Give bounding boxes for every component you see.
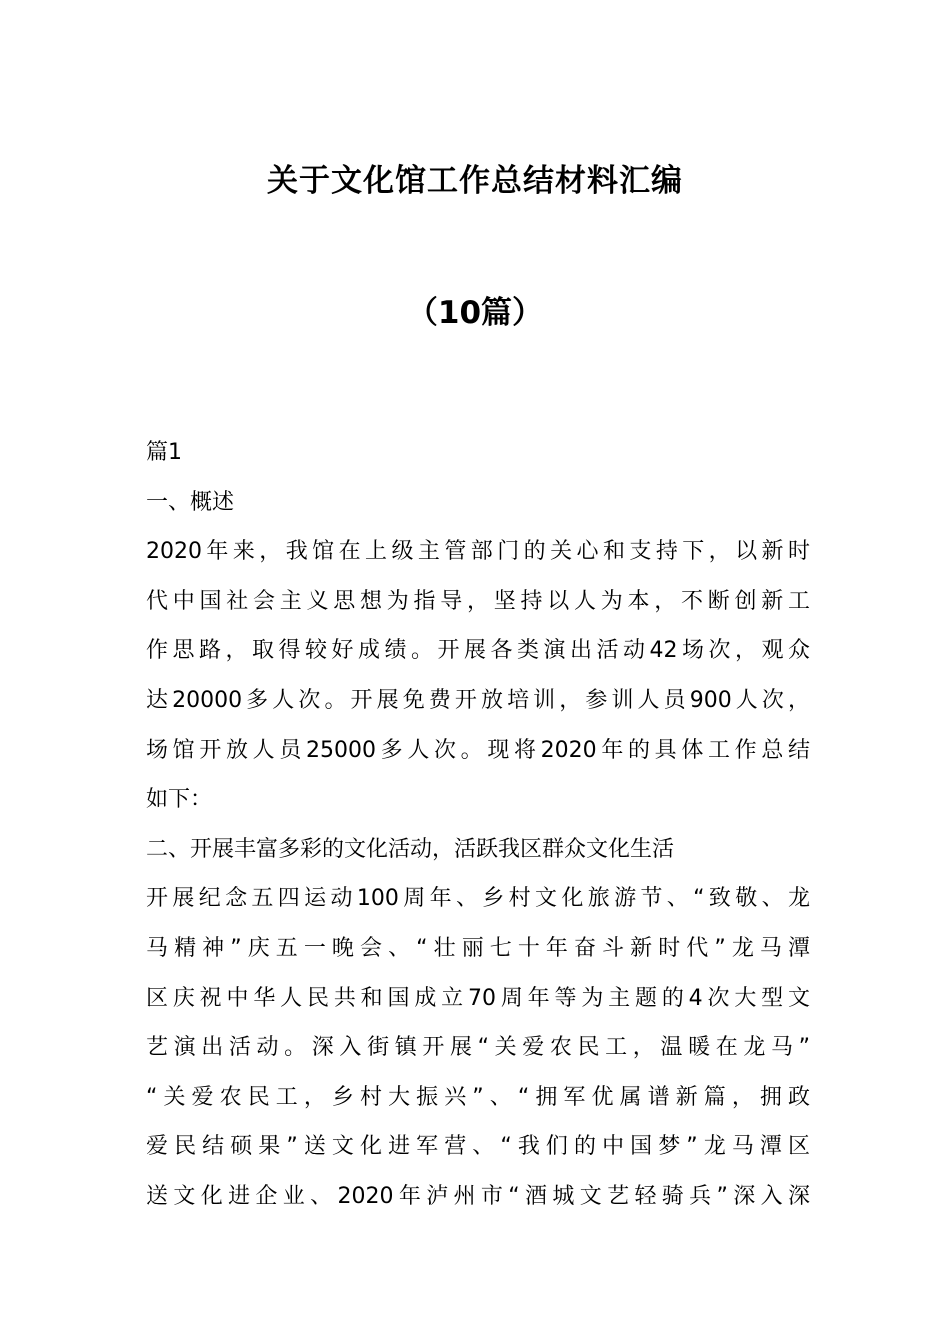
- paragraph-line: 如下：: [146, 787, 213, 813]
- paragraph-line: 二、开展丰富多彩的文化活动，活跃我区群众文化生活: [146, 836, 675, 862]
- paragraph-line: 达20000多人次。开展免费开放培训，参训人员900人次，: [146, 687, 810, 713]
- paragraph-line: 一、概述: [146, 489, 235, 515]
- document-subtitle: （10篇）: [406, 295, 544, 331]
- paragraph-line: 开展纪念五四运动100周年、乡村文化旅游节、“致敬、龙: [146, 886, 810, 912]
- document-title: 关于文化馆工作总结材料汇编: [267, 163, 683, 199]
- paragraph-line: 艺演出活动。深入街镇开展“关爱农民工，温暖在龙马”: [146, 1035, 810, 1061]
- paragraph-line: 马精神”庆五一晚会、“壮丽七十年奋斗新时代”龙马潭: [146, 935, 810, 961]
- paragraph-line: 作思路，取得较好成绩。开展各类演出活动42场次，观众: [146, 638, 810, 664]
- paragraph-line: 篇1: [146, 440, 182, 465]
- paragraph-line: 代中国社会主义思想为指导，坚持以人为本，不断创新工: [146, 588, 810, 614]
- paragraph-line: 送文化进企业、2020年泸州市“酒城文艺轻骑兵”深入深: [146, 1183, 810, 1209]
- paragraph-line: 爱民结硕果”送文化进军营、“我们的中国梦”龙马潭区: [146, 1134, 810, 1160]
- paragraph-line: 2020年来，我馆在上级主管部门的关心和支持下，以新时: [146, 539, 810, 565]
- document-body: [146, 428, 810, 1222]
- paragraph-line: 区庆祝中华人民共和国成立70周年等为主题的4次大型文: [146, 985, 810, 1011]
- paragraph-line: “关爱农民工，乡村大振兴”、“拥军优属谱新篇，拥政: [146, 1084, 810, 1110]
- paragraph-line: 场馆开放人员25000多人次。现将2020年的具体工作总结: [146, 737, 810, 763]
